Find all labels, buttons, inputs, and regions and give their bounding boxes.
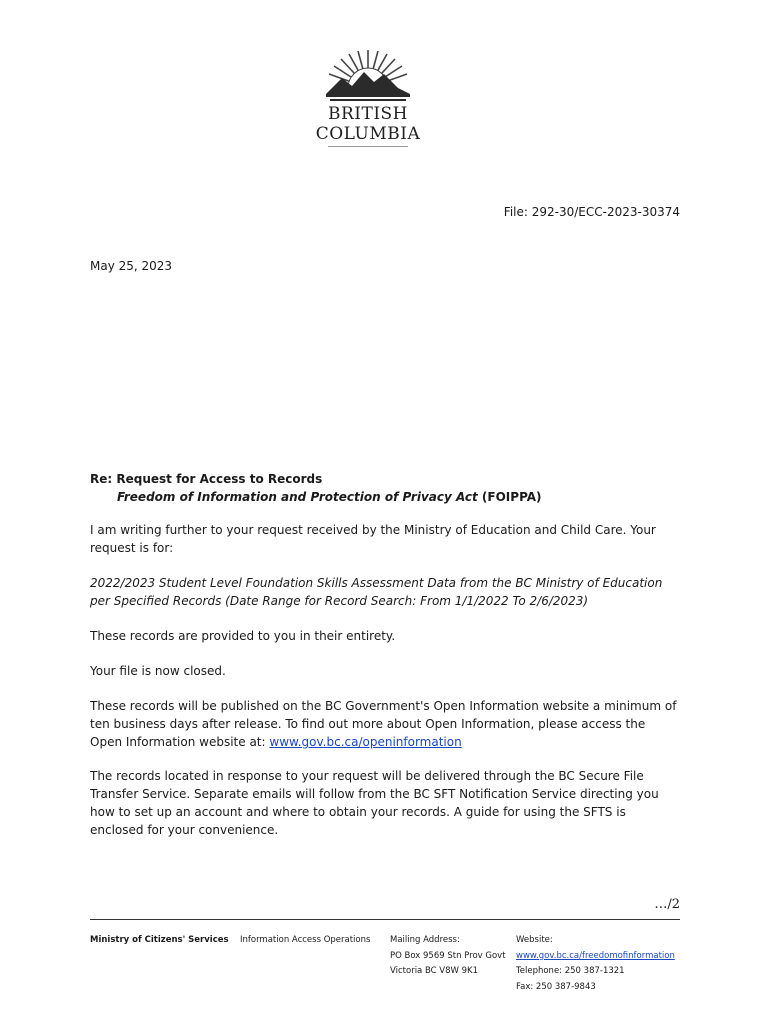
request-description: 2022/2023 Student Level Foundation Skills Assessment Data from the BC Ministry of Education per Specified Records (Date Range for Record Search: From 1/1/2022 To 2/6/2023) [90,576,663,608]
footer-mailing-address [390,933,506,980]
mailing-address-line2: Victoria BC V8W 9K1 [390,966,479,976]
bc-government-logo-icon [312,44,424,104]
body-paragraph-sfts: The records located in response to your request will be delivered through the BC Secure File Transfer Service. Separate emails will follow from the BC SFT Notification Service directing you how to set up an account and where to obtain your records. A guide for using the SFTS is enclosed for your convenience. [90,769,659,837]
bc-government-logo [312,44,424,148]
letter-date: May 25, 2023 [90,259,173,273]
logo-text-british: BRITISH [327,104,409,124]
mailing-address-line1: PO Box 9569 Stn Prov Govt [390,950,506,961]
open-information-text: These records will be published on the BC Government's Open Information website a minimum of ten business days after release. To find out more about Open Information, please access the Open Information website at: [90,699,677,749]
act-abbreviation: (FOIPPA) [477,490,542,504]
act-name: Freedom of Information and Protection of Privacy Act [117,490,478,504]
body-paragraph-open-information [90,697,680,751]
website-link[interactable]: www.gov.bc.ca/freedomofinformation [516,950,675,961]
footer-divider [90,919,680,920]
file-reference: File: 292-30/ECC-2023-30374 [503,205,680,219]
footer-ministry: Ministry of Citizens' Services [90,935,229,945]
website-label: Website: [516,935,553,945]
body-paragraph-intro: I am writing further to your request received by the Ministry of Education and Child Care. Your request is for: [90,523,656,555]
footer-contact [516,933,675,995]
body-paragraph-entirety: These records are provided to you in their entirety. [90,629,396,643]
page-continuation-marker: …/2 [654,897,680,912]
footer-fax: Fax: 250 387-9843 [516,981,596,992]
body-paragraph-closed: Your file is now closed. [90,664,226,678]
open-information-link[interactable]: www.gov.bc.ca/openinformation [269,735,462,749]
mailing-address-label: Mailing Address: [390,935,460,945]
subject-block [90,470,542,506]
logo-underline [328,146,408,147]
logo-text-columbia: COLUMBIA [315,124,421,144]
footer-branch: Information Access Operations [240,935,371,945]
subject-line: Re: Request for Access to Records [90,472,323,486]
footer-telephone: Telephone: 250 387-1321 [516,966,625,976]
act-reference [90,488,542,506]
